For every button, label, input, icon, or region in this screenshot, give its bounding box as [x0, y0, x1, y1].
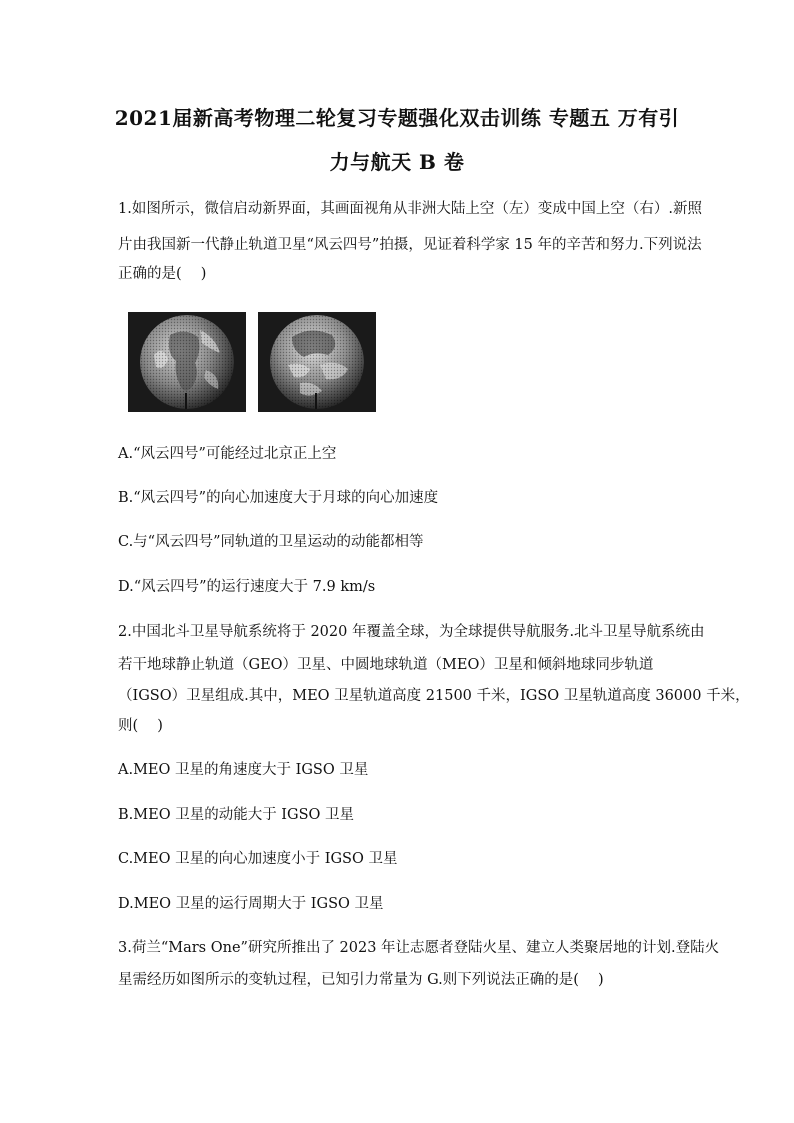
earth-globe-image [140, 315, 234, 409]
q2-option-c: C.MEO 卫星的向心加速度小于 IGSO 卫星 [118, 851, 398, 867]
document-title-line-2: 力与航天 B 卷 [329, 150, 465, 174]
q2-option-d: D.MEO 卫星的运行周期大于 IGSO 卫星 [118, 896, 384, 912]
document-title-line-1: 2021届新高考物理二轮复习专题强化双击训练 专题五 万有引 [114, 106, 680, 130]
q3-stem-line-1: 3.荷兰“Mars One”研究所推出了 2023 年让志愿者登陆火星、建立人类聚居地的计划.登陆火 [118, 940, 720, 956]
earth-globe-image [270, 315, 364, 409]
q1-option-c: C.与“风云四号”同轨道的卫星运动的动能都相等 [118, 534, 424, 550]
q2-stem-line-4: 则( ) [118, 718, 163, 734]
q2-option-b: B.MEO 卫星的动能大于 IGSO 卫星 [118, 807, 355, 823]
q1-stem-line-1: 1.如图所示，微信启动新界面，其画面视角从非洲大陆上空（左）变成中国上空（右）.新照 [118, 201, 702, 217]
earth-photo-africa [128, 312, 246, 412]
q3-stem-line-2: 星需经历如图所示的变轨过程，已知引力常量为 G.则下列说法正确的是( ) [118, 972, 604, 988]
q1-option-a: A.“风云四号”可能经过北京正上空 [118, 446, 337, 462]
q1-stem-line-2: 片由我国新一代静止轨道卫星“风云四号”拍摄，见证着科学家 15 年的辛苦和努力.下列说法 [118, 237, 702, 253]
q2-stem-line-2: 若干地球静止轨道（GEO）卫星、中圆地球轨道（MEO）卫星和倾斜地球同步轨道 [118, 657, 654, 673]
q2-stem-line-3: （IGSO）卫星组成.其中，MEO 卫星轨道高度 21500 千米，IGSO 卫星轨道高度 36000 千米， [118, 688, 750, 704]
q2-option-a: A.MEO 卫星的角速度大于 IGSO 卫星 [118, 762, 369, 778]
q2-stem-line-1: 2.中国北斗卫星导航系统将于 2020 年覆盖全球，为全球提供导航服务.北斗卫星导航系统由 [118, 624, 705, 640]
q1-stem-line-3: 正确的是( ) [118, 266, 207, 282]
q1-option-b: B.“风云四号”的向心加速度大于月球的向心加速度 [118, 490, 439, 506]
earth-photo-china [258, 312, 376, 412]
q1-option-d: D.“风云四号”的运行速度大于 7.9 km/s [118, 579, 376, 595]
